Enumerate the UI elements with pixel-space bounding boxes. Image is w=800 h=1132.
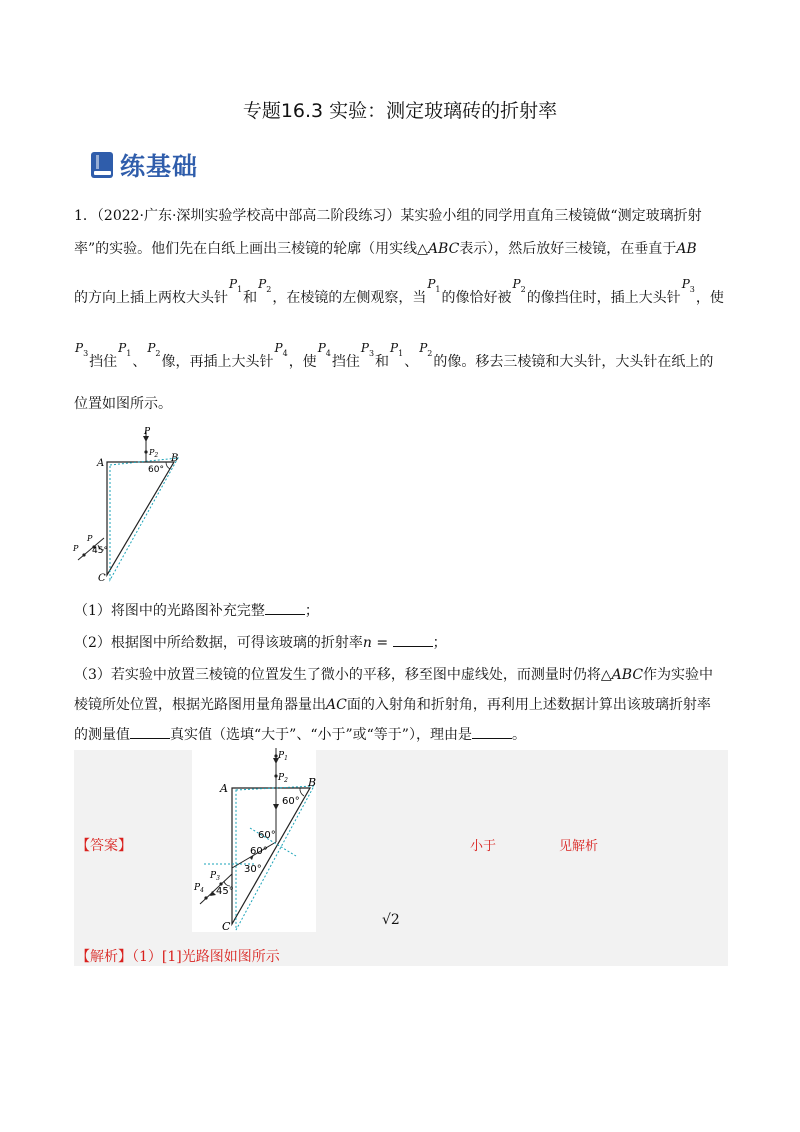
answer-sqrt: √2 [382,912,400,928]
pin-p2: $P_2$ [419,341,433,358]
prism-triangle [107,462,174,575]
pin-p2: $P_2$ [512,277,526,294]
pin-p2-dot [144,450,147,453]
section-header [90,148,198,182]
angle-arc-60-top [300,788,304,796]
label-p1: $P_1$ [278,751,288,762]
explanation [76,946,280,966]
answer-blank [393,634,433,647]
pin-p1: $P_1$ [229,277,243,294]
pin-p2: $P_2$ [147,341,161,358]
subquestion-1: （1）将图中的光路图补充完整 ； [74,603,319,619]
pin-p4-dot [204,896,207,899]
answer-blank [472,726,512,739]
angle-label-45: 45° [92,546,108,556]
page-title: 专题16.3 实验：测定玻璃砖的折射率 [242,100,558,122]
explanation-text: （1）[1]光路图如图所示 [132,949,280,965]
pin-p3: $P_3$ [360,341,375,358]
pin-p3: $P_3$ [681,277,695,294]
pin-p3: $P_3$ [75,341,89,358]
prism-dashed-outline [110,458,178,580]
label-c: C [222,920,231,932]
label-p3: $P_3$ [210,871,220,882]
label-p: P [144,427,151,437]
prism-triangle [232,788,310,924]
explanation-label: 【解析】 [76,949,132,965]
answer-value-2: 见解析 [559,839,599,854]
question-line-2: 率”的实验。他们先在白纸上画出三棱镜的轮廓（用实线△ABC表示），然后放好三棱镜，在垂直于AB [74,241,697,257]
pin-p4: $P_4$ [274,341,288,358]
question-line-4: $P_3$挡住$P_1$、$P_2$像，再插上大头针$P_4$，使$P_4$挡住$P_3$和$P_1$、$P_2$的像。移去三棱镜和大头针，大头针在纸上的 [75,341,714,370]
angle-label-60-mid: 60° [258,830,276,841]
pin-p1: $P_1$ [390,341,404,358]
pin-p1: $P_1$ [427,277,441,294]
answer-blank [265,602,305,615]
answer-value-1: 小于 [470,839,497,854]
angle-label-60-low: 60° [250,846,268,857]
label-a: A [220,782,228,795]
label-b: B [308,776,316,789]
pin-p2: $P_2$ [258,277,272,294]
pin-p1: $P_1$ [118,341,132,358]
subquestion-3-line-2: 棱镜所处位置，根据光路图用量角器量出AC面的入射角和折射角，再利用上述数据计算出该玻璃折射率 [74,697,711,713]
angle-label-30: 30° [244,864,262,875]
answer-label: 【答案】 [76,838,132,854]
question-line-1: 1．（2022·广东·深圳实验学校高中部高二阶段练习）某实验小组的同学用直角三棱镜做“测定玻璃折射 [74,208,702,224]
angle-arc-60 [166,462,170,469]
label-p2: $P_2$ [278,773,288,784]
label-p4: P [73,544,79,553]
book-icon [90,151,114,179]
label-a: A [97,458,105,469]
answer-blank [130,726,170,739]
label-c: C [98,573,106,584]
angle-label-60: 60° [148,465,164,475]
label-p3: P [87,534,93,543]
figure-prism-1 [70,420,200,590]
section-label: 练基础 [120,152,199,181]
answer-panel [74,750,728,966]
subquestion-3-line-1: （3）若实验中放置三棱镜的位置发生了微小的平移，移至图中虚线处，而测量时仍将△ABC作为实验中 [74,667,714,683]
pin-p4-dot [82,553,85,556]
answer-figure-background [192,746,316,932]
angle-label-45: 45° [216,886,234,897]
label-b: B [171,453,179,464]
angle-label-60-top: 60° [282,796,300,807]
question-line-5: 位置如图所示。 [74,396,172,412]
label-p2: $P_2$ [149,448,159,459]
pin-p4: $P_4$ [317,341,331,358]
ray-arrow-2 [273,804,279,810]
figure-prism-2 [192,746,316,932]
subquestion-2: （2）根据图中所给数据，可得该玻璃的折射率n = ； [74,635,447,651]
label-p4: $P_4$ [194,883,204,894]
subquestion-3-line-3: 的测量值 真实值（选填“大于”、“小于”或“等于”），理由是 。 [74,727,526,743]
question-line-3: 的方向上插上两枚大头针$P_1$和$P_2$，在棱镜的左侧观察，当$P_1$的像恰好被$P_2$的像挡住时，插上大头针$P_3$，使 [74,277,724,306]
